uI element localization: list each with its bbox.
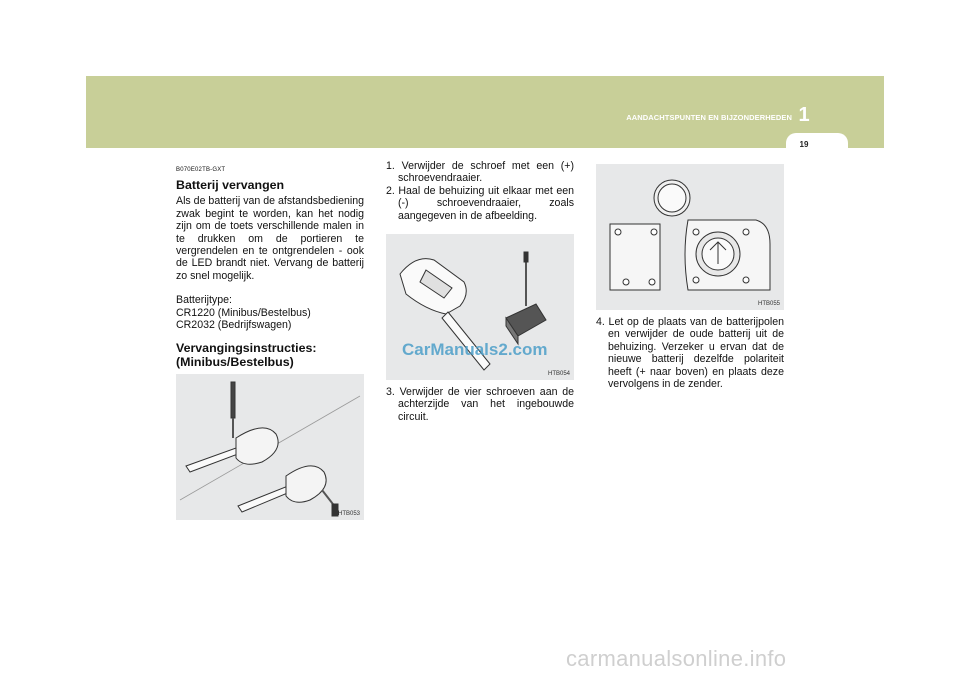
footer-watermark: carmanualsonline.info bbox=[566, 646, 787, 671]
step-3: 3. Verwijder de vier schroeven aan de achterzijde van het ingebouwde circuit. bbox=[386, 386, 574, 423]
chapter-header-band bbox=[86, 76, 884, 148]
chapter-number: 1 bbox=[798, 104, 810, 126]
figure-1-label: HTB053 bbox=[337, 511, 360, 517]
column-2-lower bbox=[386, 386, 574, 423]
section-code: B070E02TB-GXT bbox=[176, 167, 226, 173]
battery-type-1: CR1220 (Minibus/Bestelbus) bbox=[176, 306, 311, 319]
column-1 bbox=[176, 164, 364, 372]
intro-paragraph: Als de batterij van de afstandsbediening zwak begint te worden, kan het nodig zijn om de toets verschillende malen in te drukken om de portieren te vergrendelen en te ontgrendelen - ook de LED brandt niet. Vervang de batterij zo snel mogelijk. bbox=[176, 195, 364, 282]
figure-2-label: HTB054 bbox=[547, 371, 570, 377]
instructions-subtitle: (Minibus/Bestelbus) bbox=[176, 355, 294, 370]
column-2 bbox=[386, 160, 574, 222]
battery-type-label: Batterijtype: bbox=[176, 294, 232, 307]
battery-type-2: CR2032 (Bedrijfswagen) bbox=[176, 319, 292, 332]
page-number: 19 bbox=[799, 140, 809, 149]
battery-illustration bbox=[596, 164, 784, 310]
instructions-title: Vervangingsinstructies: bbox=[176, 341, 317, 356]
step-1: 1. Verwijder de schroef met een (+) schroevendraaier. bbox=[386, 160, 574, 185]
figure-battery-housing bbox=[596, 164, 784, 310]
step-2: 2. Haal de behuizing uit elkaar met een (-) schroevendraaier, zoals aangegeven in de afbeelding. bbox=[386, 184, 574, 222]
keys-illustration bbox=[176, 374, 364, 520]
step-4: 4. Let op de plaats van de batterijpolen en verwijder de oude batterij uit de behuizing. Verzeker u ervan dat de nieuwe batterij dezelfde polariteit heeft (+ naar boven) en plaats deze vervolgens in de zender. bbox=[596, 316, 784, 391]
figure-watermark: CarManuals2.com bbox=[402, 340, 548, 359]
column-3 bbox=[596, 316, 784, 390]
figure-keys-screwdriver bbox=[176, 374, 364, 520]
figure-3-label: HTB055 bbox=[757, 301, 780, 307]
section-title: Batterij vervangen bbox=[176, 178, 285, 193]
chapter-title: AANDACHTSPUNTEN EN BIJZONDERHEDEN bbox=[626, 113, 792, 122]
